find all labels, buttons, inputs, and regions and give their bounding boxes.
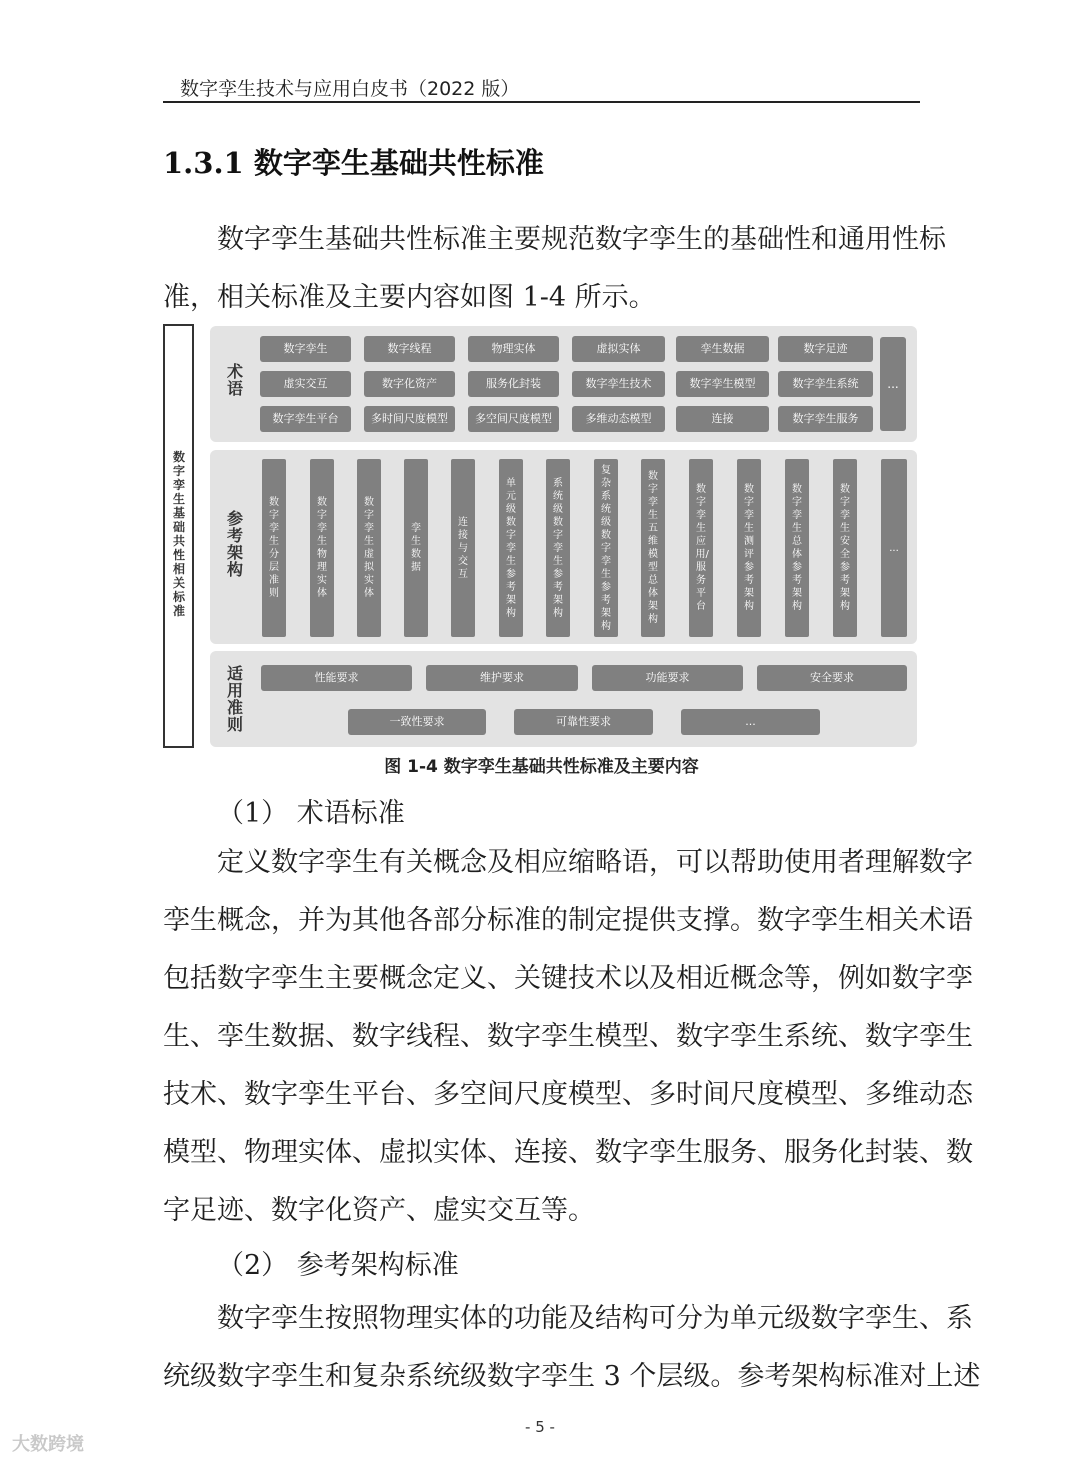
arch-column-text: 数字孪生测评参考架构 (744, 484, 754, 612)
rule-chip: ... (681, 709, 820, 735)
figure-side-label-box (163, 324, 194, 748)
rule-chip: 维护要求 (426, 665, 578, 691)
paragraph-line: 统级数字孪生和复杂系统级数字孪生 3 个层级。参考架构标准对上述 (163, 1361, 981, 1392)
term-chip: 数字足迹 (778, 336, 873, 362)
arch-column (785, 459, 809, 637)
arch-column-text: 复杂系统级数字孪生参考架构 (601, 464, 611, 632)
arch-std-paragraph (163, 1290, 981, 1406)
arch-std-heading: （2） 参考架构标准 (217, 1250, 459, 1281)
arch-column (833, 459, 857, 637)
paragraph-line: 技术、数字孪生平台、多空间尺度模型、多时间尺度模型、多维动态 (163, 1079, 973, 1110)
running-header: 数字孪生技术与应用白皮书（2022 版） (180, 78, 520, 100)
terms-label-text: 术语 (226, 362, 243, 398)
arch-column (357, 459, 381, 637)
arch-column-text: 孪生数据 (411, 523, 421, 573)
figure-side-label: 数字孪生基础共性相关标准 (172, 450, 185, 618)
term-chip: 数字孪生模型 (676, 371, 769, 397)
term-chip: 数字线程 (364, 336, 455, 362)
arch-column-text: 数字孪生五维模型总体架构 (648, 471, 658, 625)
arch-column (499, 459, 523, 637)
term-chip: 连接 (676, 406, 769, 432)
term-std-heading: （1） 术语标准 (217, 798, 405, 829)
arch-column-text: 数字孪生分层准则 (269, 497, 279, 599)
rule-chip: 可靠性要求 (514, 709, 653, 735)
term-chip: 多时间尺度模型 (364, 406, 455, 432)
arch-column (546, 459, 570, 637)
rule-chip: 功能要求 (592, 665, 743, 691)
term-chip: 数字化资产 (364, 371, 455, 397)
intro-line-2: 准，相关标准及主要内容如图 1-4 所示。 (163, 282, 656, 313)
arch-column (404, 459, 428, 637)
term-chip: 数字孪生服务 (778, 406, 873, 432)
term-chip: 服务化封装 (468, 371, 559, 397)
arch-column (451, 459, 475, 637)
arch-column (594, 459, 618, 637)
arch-column-text: 连接与交互 (458, 516, 468, 580)
arch-column-text: 系统级数字孪生参考架构 (553, 477, 563, 619)
paragraph-line: 包括数字孪生主要概念定义、关键技术以及相近概念等，例如数字孪 (163, 963, 973, 994)
watermark: 大数跨境 (12, 1434, 84, 1455)
arch-column-text: 数字孪生总体参考架构 (792, 484, 802, 612)
arch-column (310, 459, 334, 637)
intro-line-1: 数字孪生基础共性标准主要规范数字孪生的基础性和通用性标 (217, 224, 946, 255)
paragraph-line: 字足迹、数字化资产、虚实交互等。 (163, 1195, 595, 1226)
figure-caption: 图 1-4 数字孪生基础共性标准及主要内容 (384, 757, 699, 777)
header-rule (163, 101, 920, 103)
terms-more: ... (880, 337, 906, 431)
rule-chip: 一致性要求 (348, 709, 486, 735)
arch-column (689, 459, 713, 637)
rules-label (222, 665, 248, 733)
term-chip: 孪生数据 (676, 336, 769, 362)
arch-column (262, 459, 286, 637)
term-chip: 虚实交互 (260, 371, 351, 397)
term-chip: 多空间尺度模型 (468, 406, 559, 432)
paragraph-line: 定义数字孪生有关概念及相应缩略语，可以帮助使用者理解数字 (217, 847, 973, 878)
rules-label-text: 适用准则 (226, 664, 243, 734)
term-chip: 数字孪生平台 (260, 406, 351, 432)
term-chip: 多维动态模型 (572, 406, 665, 432)
arch-label (222, 510, 248, 578)
term-chip: 数字孪生 (260, 336, 351, 362)
arch-column-text: 数字孪生物理实体 (317, 497, 327, 599)
intro-paragraph (163, 211, 946, 327)
rules-panel (210, 651, 917, 747)
paragraph-line: 孪生概念，并为其他各部分标准的制定提供支撑。数字孪生相关术语 (163, 905, 973, 936)
rule-chip: 安全要求 (757, 665, 907, 691)
paragraph-line: 模型、物理实体、虚拟实体、连接、数字孪生服务、服务化封装、数 (163, 1137, 973, 1168)
term-std-paragraph (163, 834, 973, 1240)
arch-more-text: ... (889, 542, 899, 554)
paragraph-line: 生、孪生数据、数字线程、数字孪生模型、数字孪生系统、数字孪生 (163, 1021, 973, 1052)
arch-column-text: 单元级数字孪生参考架构 (506, 477, 516, 619)
section-heading: 1.3.1 数字孪生基础共性标准 (163, 146, 544, 180)
term-chip: 虚拟实体 (572, 336, 665, 362)
term-chip: 物理实体 (468, 336, 559, 362)
terms-label (222, 363, 248, 397)
term-chip: 数字孪生技术 (572, 371, 665, 397)
terms-panel (210, 326, 917, 442)
term-chip: 数字孪生系统 (778, 371, 873, 397)
arch-column-text: 数字孪生安全参考架构 (840, 484, 850, 612)
arch-column-text: 数字孪生虚拟实体 (364, 497, 374, 599)
arch-more (881, 459, 907, 637)
arch-column (737, 459, 761, 637)
arch-column (641, 459, 665, 637)
page-number: - 5 - (525, 1418, 555, 1436)
arch-column-text: 数字孪生应用/服务平台 (695, 484, 709, 612)
rule-chip: 性能要求 (261, 665, 412, 691)
paragraph-line: 数字孪生按照物理实体的功能及结构可分为单元级数字孪生、系 (217, 1303, 973, 1334)
arch-label-text: 参考架构 (226, 509, 243, 579)
